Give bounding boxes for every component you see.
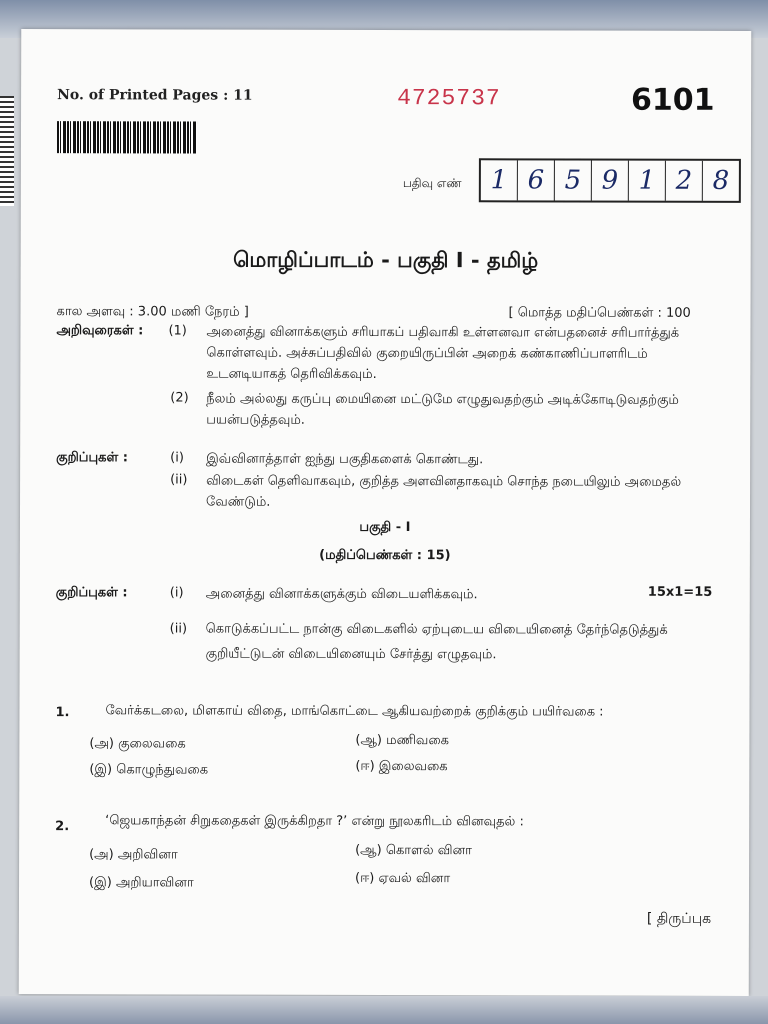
section-note-number: (i) xyxy=(169,585,184,601)
question-option: (ஆ) கொளல் வினா xyxy=(355,842,472,859)
question-option: (அ) குலைவகை xyxy=(89,736,186,752)
total-marks: [ மொத்த மதிப்பெண்கள் : 100 xyxy=(508,305,691,321)
section-marks: (மதிப்பெண்கள் : 15) xyxy=(319,547,451,564)
register-number-label: பதிவு எண் xyxy=(402,176,462,191)
instruction-text: அனைத்து வினாக்களும் சரியாகப் பதிவாகி உள்ளனவா என்பதனைச் சரிபார்த்துக் கொள்ளவும். அச்சுப்பதிவில் குறையிருப்பின் அறைக் கண்காணிப்பாளரிடம் உடனடியாகத் தெரிவிக்கவும். xyxy=(206,324,680,382)
question-option: (இ) கொழுந்துவகை xyxy=(89,762,209,778)
note-text: விடைகள் தெளிவாகவும், குறித்த அளவினதாகவும் சொந்த நடையிலும் அமைதல் வேண்டும். xyxy=(206,473,682,510)
printed-pages: No. of Printed Pages : 11 xyxy=(57,87,253,104)
note-number: (ii) xyxy=(170,472,188,488)
question-option: (ஈ) இலைவகை xyxy=(355,758,448,775)
register-digit: 9 xyxy=(592,161,629,201)
register-number-box xyxy=(479,158,741,203)
section-title: பகுதி - I xyxy=(359,519,411,536)
question-option: (இ) அறியாவினா xyxy=(89,875,194,891)
question-option: (ஈ) ஏவல் வினா xyxy=(355,870,451,887)
section-note-text: அனைத்து வினாக்களுக்கும் விடையளிக்கவும். xyxy=(205,586,478,603)
turn-over-note: [ திருப்புக xyxy=(646,910,712,927)
register-digit: 6 xyxy=(518,160,555,200)
question-text: வேர்க்கடலை, மிளகாய் விதை, மாங்கொட்டை ஆகியவற்றைக் குறிக்கும் பயிர்வகை : xyxy=(105,703,604,720)
section-note-number: (ii) xyxy=(169,621,188,637)
edge-barcode xyxy=(0,96,14,206)
paper-title: மொழிப்பாடம் - பகுதி I - தமிழ் xyxy=(233,247,539,273)
question-option: (ஆ) மணிவகை xyxy=(355,732,450,749)
section-notes-label: குறிப்புகள் : xyxy=(55,585,128,601)
question-number: 1. xyxy=(55,705,70,721)
paper-code: 6101 xyxy=(631,82,715,118)
instruction-text: நீலம் அல்லது கருப்பு மையினை மட்டுமே எழுதுவதற்கும் அடிக்கோடிடுவதற்கும் பயன்படுத்தவும். xyxy=(206,391,679,428)
section-note-text: கொடுக்கப்பட்ட நான்கு விடைகளில் ஏற்புடைய விடையினைத் தேர்ந்தெடுத்துக் குறியீட்டுடன் விடையினையும் சேர்த்து எழுதவும். xyxy=(205,621,668,663)
notes-label: குறிப்புகள் : xyxy=(56,450,128,466)
register-digit: 1 xyxy=(481,160,518,200)
register-digit: 1 xyxy=(629,161,666,201)
register-digit: 5 xyxy=(555,160,592,200)
question-text: ‘ஜெயகாந்தன் சிறுகதைகள் இருக்கிறதா ?’ என்று நூலகரிடம் வினவுதல் : xyxy=(105,813,524,830)
marks-formula: 15x1=15 xyxy=(647,584,713,600)
scan-bottom-edge xyxy=(0,996,768,1024)
instruction-number: (1) xyxy=(168,323,187,339)
question-option: (அ) அறிவினா xyxy=(89,847,178,863)
exam-paper xyxy=(19,29,752,996)
note-text: இவ்வினாத்தாள் ஐந்து பகுதிகளைக் கொண்டது. xyxy=(206,451,484,468)
note-number: (i) xyxy=(170,450,184,466)
duration: கால அளவு : 3.00 மணி நேரம் ] xyxy=(56,304,249,320)
barcode xyxy=(57,121,197,153)
instruction-number: (2) xyxy=(170,390,189,406)
register-digit: 8 xyxy=(712,165,730,196)
register-digit: 2 xyxy=(666,161,703,201)
question-number: 2. xyxy=(55,819,70,835)
serial-number: 4725737 xyxy=(397,85,501,112)
instructions-label: அறிவுரைகள் : xyxy=(56,323,144,339)
